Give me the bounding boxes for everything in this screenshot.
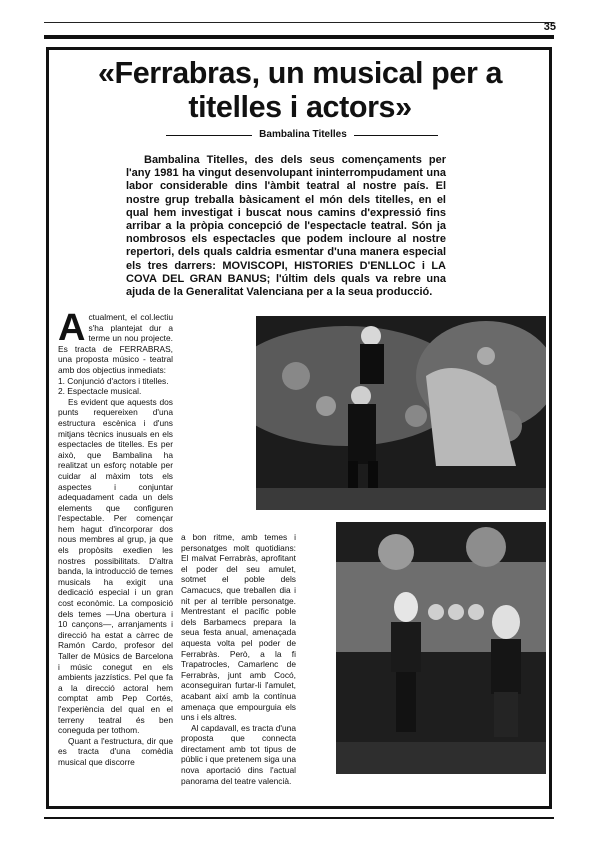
body-paragraph: Quant a l'estructura, dir que es tracta d'una comèdia musical que discorre: [58, 735, 173, 767]
stage-photo-actors: [256, 316, 546, 510]
body-paragraph: ctualment, el col.lectiu s'ha plantejat dur a terme un nou projecte. Es tracta de FERRABRAS, una proposta músico - teatral amb dos objectius inmediats:: [58, 312, 173, 375]
body-paragraph: Es evident que aquests dos punts requereixen d'una estructura escènica i d'uns mitjans tècnics inusuals en els espectacles de titelles. Es per això, que Bambalina ha realitzat un esforç notable per cuidar al màxim tots els aspectes i conjuntar adequadament cada un dels elements que configuren l'espectable. Per començar hem hagut d'incorporar dos nous membres al grup, ja que els propòsits exedien les nostres possibilitats. D'altra banda, la introducció de temes musicals ha exigit una dedicació especial i un gran cost econòmic. La composició dels temes —Una obertura i 10 cançons—, arranjaments i direcció ha estat a càrrec de Ramón Cardo, profesor del Taller de Músics de Barcelona i músic conegut en els ambients jazzístics. Pel que fa a la direcció actoral hem comptat amb Pep Cortés, l'experiència del qual en el terreny teatral és ben coneguda per tothom.: [58, 396, 173, 736]
intro-paragraph: Bambalina Titelles, des dels seus començaments per l'any 1981 ha vingut desenvolupant ininterrompudament una labor considerable dins l'àmbit teatral al nostre país. El nostre grup treballa bàsicament el món dels titelles, en el qual hem investigat i buscat nous camins d'expressió fins arribar a la pròpia concepció de l'espectacle teatral. Són ja nombrosos els espectacles que podem incloure al nostre repertori, dels quals caldria esmentar d'una manera especial els tres darrers: MOVISCOPI, HISTORIES D'ENLLOC i LA COVA DEL GRAN BANUS; l'últim dels quals va rebre una ajuda de la Generalitat Valenciana per a la seua producció.: [126, 154, 446, 299]
title-line-2: titelles i actors»: [188, 90, 412, 124]
body-paragraph: a bon ritme, amb temes i personatges molt quotidians: El malvat Ferrabràs, aprofitant el poder del seu amulet, sotmet el poble dels Camacucs, que treballen dia i nit per al terrible personatge. Mentrestant el pacífic poble dels Barbamecs prepara la seua festa anual, amenaçada aquesta volta pel poder de Ferrabràs. Però, a la fi Trapatrocles, Camarlenc de Ferrabràs, junt amb Cocó, aconseguiran furtar-li l'amulet, acabant així amb la contínua amenaça que empourguia els uns i els altres.: [181, 532, 296, 723]
drop-cap: A: [58, 307, 86, 349]
body-column-left: [58, 307, 173, 768]
header-rule-thin: [44, 22, 554, 23]
stage-photo-puppets: [336, 522, 546, 774]
header-rule-thick: [44, 35, 554, 39]
list-item: 1. Conjunció d'actors i titelles.: [58, 375, 169, 386]
page-number: 35: [543, 21, 556, 33]
footer-rule: [44, 817, 554, 819]
byline-rule-left: [166, 135, 252, 136]
title-line-1: «Ferrabras, un musical per a: [97, 56, 503, 90]
byline: [166, 128, 438, 142]
objectives-list: [58, 376, 173, 397]
byline-rule-right: [354, 135, 438, 136]
list-item: 2. Espectacle musical.: [58, 386, 142, 397]
body-paragraph: Al capdavall, es tracta d'una proposta que connecta directament amb tot tipus de públic i que pretenem siga una nova aportació dins l'actual panorama del teatre valencià.: [181, 722, 296, 786]
article-title: [60, 56, 540, 124]
body-column-middle: [181, 532, 296, 786]
byline-text: Bambalina Titelles: [259, 129, 347, 140]
